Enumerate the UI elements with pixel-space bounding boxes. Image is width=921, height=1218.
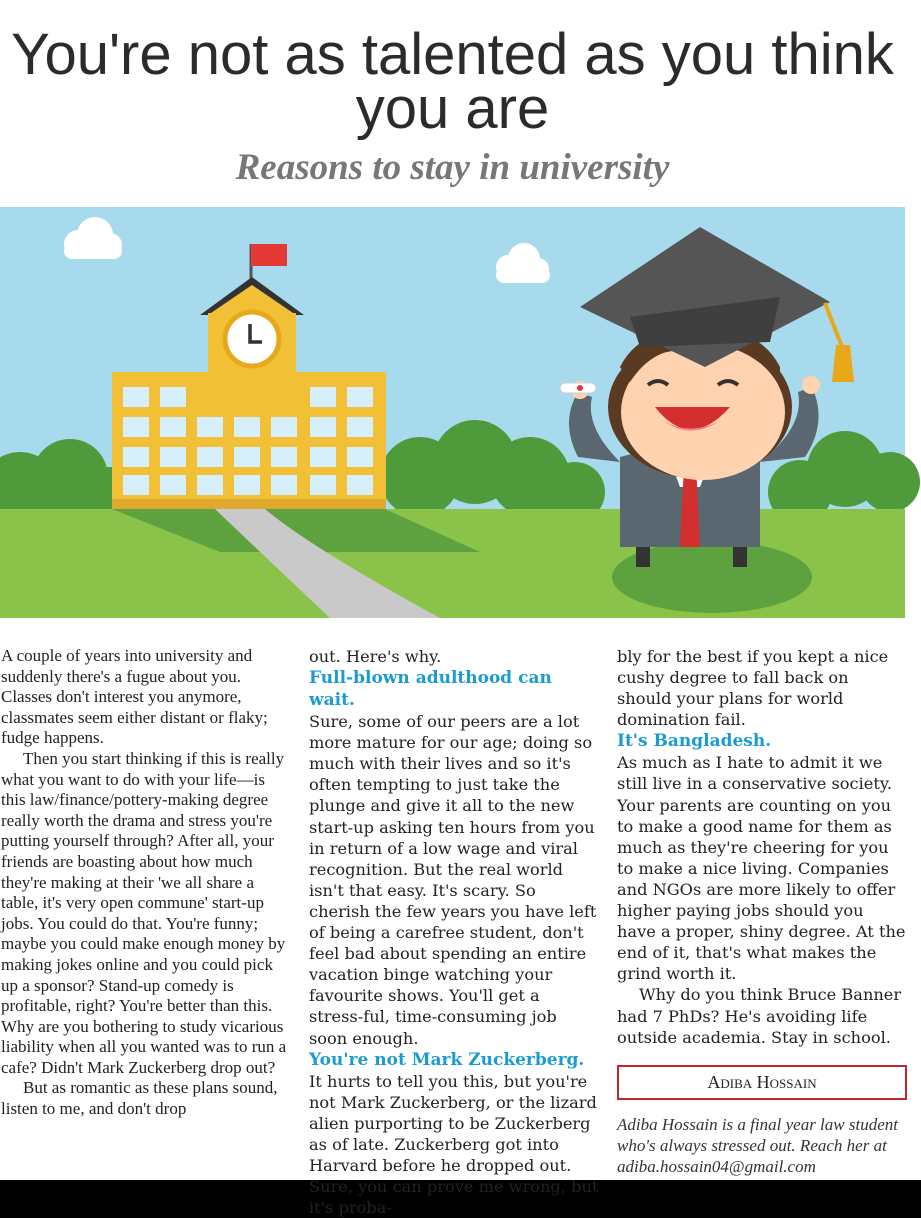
flag-icon (251, 244, 287, 266)
byline-box (617, 1065, 907, 1100)
paragraph: A couple of years into university and suddenly there's a fugue about you. Classes don't interest you anymore, classmates seem either distant or flaky; fudge happens. (1, 646, 268, 748)
author-name: Adiba Hossain (707, 1071, 817, 1092)
paragraph: It hurts to tell you this, but you're not Mark Zuckerberg, or the lizard alien purporting to be Zuckerberg as of late. Zuckerberg got into Harvard before he dropped out. Sure, you can prove me wrong, but it's proba- (309, 1071, 599, 1218)
subheadline: Reasons to stay in university (235, 147, 670, 188)
paragraph: Then you start thinking if this is really what you want to do with your life—is this law/finance/pottery-making degree really worth the drama and stress you're putting yourself through? After all, your friends are boasting about how much they're making at their 'we all share a table, it's very open commune' start-up jobs. You could do that. You're funny; maybe you could make enough money by making jokes online and you could pick up a sponsor? Stand-up comedy is profitable, right? You're better than this. Why are you bothering to study vicarious liability when all you wanted was to run a cafe? Didn't Mark Zuckerberg drop out? (1, 748, 287, 1077)
section-heading: Full-blown adulthood can wait. (309, 668, 552, 711)
paragraph: Why do you think Bruce Banner had 7 PhDs? He's avoiding life outside academia. Stay in school. (617, 985, 902, 1047)
article-column-2 (309, 646, 599, 1218)
paragraph: out. Here's why. (309, 647, 442, 666)
author-bio: Adiba Hossain is a final year law student who's always stressed out. Reach her at adiba.hossain04@gmail.com (617, 1114, 898, 1176)
headline: You're not as talented as you think you are (11, 22, 894, 141)
clock-icon (225, 312, 279, 366)
graduation-illustration (0, 207, 905, 618)
paragraph: bly for the best if you kept a nice cushy degree to fall back on should your plans for world domination fail. (617, 647, 889, 730)
paragraph: As much as I hate to admit it we still live in a conservative society. Your parents are counting on you to make a good name for them as much as they're cheering for you to make a nice living. Companies and NGOs are more likely to offer higher paying jobs should you have a proper, shiny degree. At the end of it, that's what makes the grind worth it. (617, 753, 906, 984)
section-heading: You're not Mark Zuckerberg. (309, 1049, 585, 1070)
paragraph: Sure, some of our peers are a lot more mature for our age; doing so much with their lives and so it's often tempting to just take the plunge and give it all to the new start-up asking ten hours from you in return of a low wage and viral recognition. But the real world isn't that easy. It's scary. So cherish the few years you have left of being a carefree student, don't feel bad about spending an entire vacation binge watching your favourite shows. You'll get a stress-ful, time-consuming job soon enough. (309, 712, 597, 1048)
paragraph: But as romantic as these plans sound, listen to me, and don't drop (1, 1078, 278, 1119)
article-column-1 (1, 646, 290, 1120)
article-column-3 (617, 646, 907, 1177)
section-heading: It's Bangladesh. (617, 731, 772, 752)
diploma-scroll-icon (560, 383, 596, 393)
